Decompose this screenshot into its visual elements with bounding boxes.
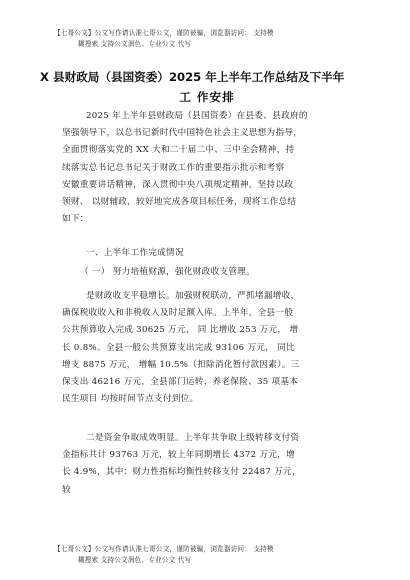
section-heading-1: [62, 245, 360, 262]
banner-line-2: 糊搜索 支持公文润色、专业公文 代写: [78, 556, 192, 564]
paragraph-line: 二是资金争取成效明显。上半年共争取上级转移支付资: [86, 433, 300, 443]
document-title: [40, 67, 380, 107]
paragraph-line: 公共预算收入完成 30625 万元， 同 比增收 253 万元， 增: [62, 325, 299, 336]
title-line-1: [40, 67, 380, 87]
title-line-2: 工 作安排: [179, 90, 235, 104]
title-text-1: 县财政局（县国资委）2025 年上半年工作总结及下半年: [53, 70, 345, 84]
paragraph-funding: [62, 430, 360, 499]
paragraph-fiscal: [62, 288, 360, 408]
title-mark: X: [40, 70, 49, 84]
intro-line: 全面贯彻落实党的 XX 大和二十届二中、三中全会精神，持: [62, 145, 295, 156]
banner-line-1: 【七哥公文】公文写作请认准七哥公文，谨防被骗，浏览器访问： 支持模: [54, 29, 274, 37]
intro-paragraph: [62, 108, 360, 228]
intro-line: 领财、 以财辅政，较好地完成各项目标任务，现将工作总结: [62, 197, 297, 208]
paragraph-line: 增支 8875 万元， 增幅 10.5%（扣除消化暂付款因素）。三: [62, 359, 300, 370]
paragraph-line: 确保税收收入和非税收入及时足额入库。上半年，全县一般: [62, 308, 294, 319]
intro-line: 如下：: [62, 214, 89, 225]
paragraph-line: 民生项目 均按时间节点支付到位。: [62, 394, 199, 405]
banner-line-1: 【七哥公文】公文写作请认准七哥公文，谨防被骗，浏览器访问： 支持模: [54, 545, 274, 553]
intro-line: 坚强领导下，以总书记新时代中国特色社会主义思想为指导，: [62, 128, 303, 139]
paragraph-line: 长 4.9%，其中：财力性指标均衡性转移支付 22487 万元，: [62, 467, 301, 478]
footer-banner: [54, 544, 374, 566]
intro-line: 安徽重要讲话精神，深入贯彻中央八项规定精神，坚持以政: [62, 179, 294, 190]
paragraph-line: 较: [62, 484, 71, 495]
banner-line-2: 糊搜索 支持公文润色、专业公文 代写: [78, 40, 192, 48]
header-banner: [54, 28, 374, 50]
paragraph-line: 是财政收支平稳增长。加强财税联动，严抓堵漏增收，: [86, 291, 300, 301]
heading-text: （ 一） 努力培植财源，强化财政收支管理。: [80, 267, 256, 277]
paragraph-line: 金指标共计 93763 万元，较上年同期增长 4372 万元，增: [62, 450, 296, 461]
intro-line: 续落实总书记总书记关于财政工作的重要指示批示和考察: [62, 162, 285, 173]
heading-text: 一、上半年工作完成情况: [86, 248, 184, 258]
paragraph-line: 保支出 46216 万元，全县部门运转、养老保险、35 项基本: [62, 377, 299, 388]
intro-line: 2025 年上半年县财政局（县国资委）在县委、县政府的: [86, 111, 308, 121]
section-heading-2: [62, 264, 360, 281]
paragraph-line: 长 0.8%。全县一般公共预算支出完成 93106 万元， 同比: [62, 342, 295, 353]
